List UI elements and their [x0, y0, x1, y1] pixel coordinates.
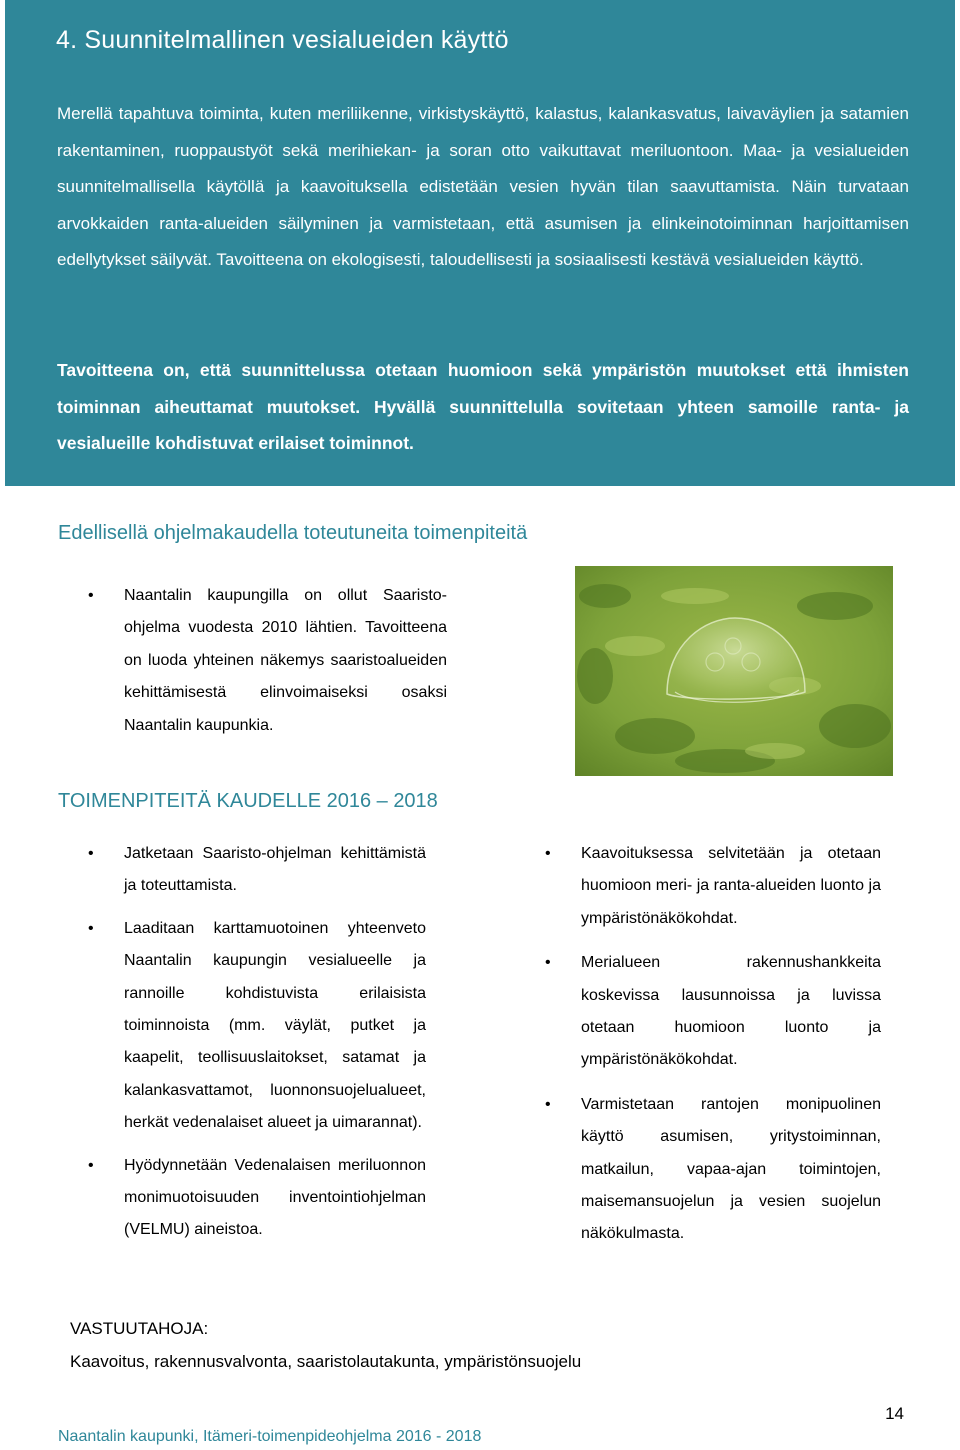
bullet-icon: •	[88, 587, 94, 604]
goal-paragraph: Tavoitteena on, että suunnittelussa otetaan huomioon sekä ympäristön muutokset että ihmisten toiminnan aiheuttamat muutokset. Hyvällä suunnittelulla sovitetaan yhteen samoille ranta- ja vesialueille kohdistuvat erilaiset toiminnot.	[57, 360, 909, 454]
actions-list-right	[545, 838, 881, 1263]
list-item: • Hyödynnetään Vedenalaisen meriluonnon monimuotoisuuden inventointiohjelman (VELMU) aineistoa.	[88, 1150, 426, 1247]
footer-text: Naantalin kaupunki, Itämeri-toimenpideohjelma 2016 - 2018	[58, 1428, 482, 1445]
bullet-icon: •	[545, 845, 551, 862]
bullet-icon: •	[88, 1156, 94, 1174]
list-item: • Naantalin kaupungilla on ollut Saaristo-ohjelma vuodesta 2010 lähtien. Tavoitteena on luoda yhteinen näkemys saaristoalueiden kehittämisestä elinvoimaiseksi osaksi Naantalin kaupunkia.	[88, 580, 447, 742]
previous-measures-list	[88, 580, 447, 742]
list-item: • Merialueen rakennushankkeita koskevissa lausunnoissa ja luvissa otetaan huomioon luonto ja ympäristönäkökohdat.	[545, 947, 881, 1077]
list-item: • Jatketaan Saaristo-ohjelman kehittämistä ja toteuttamista.	[88, 838, 426, 903]
actions-heading: TOIMENPITEITÄ KAUDELLE 2016 – 2018	[58, 790, 438, 812]
list-item: • Kaavoituksessa selvitetään ja otetaan huomioon meri- ja ranta-alueiden luonto ja ympäristönäkökohdat.	[545, 838, 881, 935]
jellyfish-photo	[575, 566, 893, 776]
list-item: • Laaditaan karttamuotoinen yhteenveto Naantalin kaupungin vesialueelle ja rannoille kohdistuvista erilaisista toiminnoista (mm. väylät, putket ja kaapelit, teollisuuslaitokset, satamat ja kalankasvattamot, luonnonsuojelualueet, herkät vedenalaiset alueet ja uimarannat).	[88, 913, 426, 1140]
bullet-icon: •	[545, 1095, 551, 1113]
responsible-label: VASTUUTAHOJA:	[70, 1319, 209, 1338]
responsible-parties	[70, 1312, 581, 1378]
bullet-icon: •	[545, 954, 551, 972]
page-number: 14	[885, 1404, 904, 1423]
responsible-value: Kaavoitus, rakennusvalvonta, saaristolautakunta, ympäristönsuojelu	[70, 1352, 582, 1371]
previous-measures-heading: Edellisellä ohjelmakaudella toteutuneita toimenpiteitä	[58, 522, 528, 544]
intro-banner	[5, 0, 955, 486]
page-title: 4. Suunnitelmallinen vesialueiden käyttö	[56, 26, 509, 54]
list-item: • Varmistetaan rantojen monipuolinen käyttö asumisen, yritystoiminnan, matkailun, vapaa-ajan toimintojen, maisemansuojelun ja vesien suojelun näkökulmasta.	[545, 1089, 881, 1251]
bullet-icon: •	[88, 845, 94, 862]
intro-paragraph: Merellä tapahtuva toiminta, kuten meriliikenne, virkistyskäyttö, kalastus, kalankasvatus, laivaväylien ja satamien rakentaminen, ruoppaustyöt sekä merihiekan- ja soran otto vaikuttavat meriluontoon. Maa- ja vesialueiden suunnitelmallisella käytöllä ja kaavoituksella edistetään vesien hyvän tilan saavuttamista. Näin turvataan arvokkaiden ranta-alueiden säilyminen ja varmistetaan, että asumisen ja elinkeinotoiminnan harjoittamisen edellytykset säilyvät. Tavoitteena on ekologisesti, taloudellisesti ja sosiaalisesti kestävä vesialueiden käyttö.	[57, 104, 909, 270]
actions-list-left	[88, 838, 426, 1257]
bullet-icon: •	[88, 919, 94, 937]
